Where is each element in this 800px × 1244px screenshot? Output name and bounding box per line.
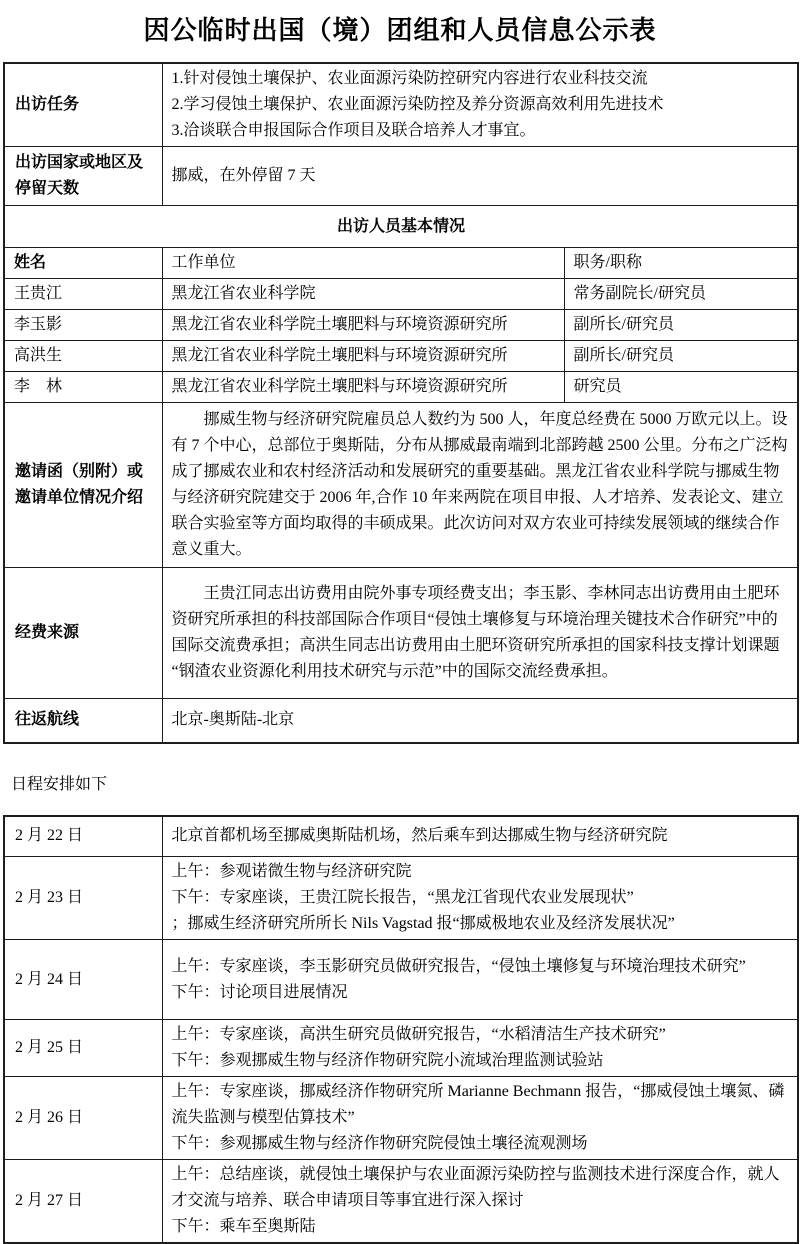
funding-label: 经费来源 — [4, 568, 162, 699]
schedule-line: ；挪威生经济研究所所长 Nils Vagstad 报“挪威极地农业及经济发展状况” — [172, 911, 789, 937]
person-unit: 黑龙江省农业科学院土壤肥料与环境资源研究所 — [162, 341, 564, 372]
personnel-section-title: 出访人员基本情况 — [4, 206, 798, 248]
schedule-date: 2 月 25 日 — [4, 1020, 162, 1077]
table-row-funding — [4, 568, 798, 699]
schedule-date: 2 月 23 日 — [4, 857, 162, 940]
schedule-line: 下午：讨论项目进展情况 — [172, 980, 789, 1006]
person-title: 副所长/研究员 — [564, 310, 798, 341]
table-row-tasks — [4, 63, 798, 147]
personnel-header-title: 职务/职称 — [564, 248, 798, 279]
schedule-date: 2 月 27 日 — [4, 1160, 162, 1244]
schedule-line: 上午：专家座谈，高洪生研究员做研究报告，“水稻清洁生产技术研究” — [172, 1022, 789, 1048]
invitation-text: 挪威生物与经济研究院雇员总人数约为 500 人，年度总经费在 5000 万欧元以上。设有 7 个中心，总部位于奥斯陆，分布从挪威最南端到北部跨越 2500 公里。分布之广泛构成了挪威农业和农村经济活动和发展研究的重要基础。黑龙江省农业科学院与挪威生物与经济研究院建交于 2006 年,合作 10 年来两院在项目申报、人才培养、发表论文、建立联合实验室等方面均取得的丰硕成果。此次访问对双方农业可持续发展领域的继续合作意义重大。 — [172, 407, 789, 563]
schedule-date: 2 月 22 日 — [4, 816, 162, 857]
schedule-row — [4, 816, 798, 857]
person-unit: 黑龙江省农业科学院土壤肥料与环境资源研究所 — [162, 310, 564, 341]
task-item: 2.学习侵蚀土壤保护、农业面源污染防控及养分资源高效利用先进技术 — [172, 92, 789, 118]
schedule-line: 上午：参观诺微生物与经济研究院 — [172, 859, 789, 885]
schedule-row — [4, 1077, 798, 1160]
task-item: 1.针对侵蚀土壤保护、农业面源污染防控研究内容进行农业科技交流 — [172, 66, 789, 92]
person-name: 高洪生 — [4, 341, 162, 372]
schedule-line: 上午：总结座谈，就侵蚀土壤保护与农业面源污染防控与监测技术进行深度合作，就人才交流与培养、联合申请项目等事宜进行深入探讨 — [172, 1162, 789, 1214]
schedule-activities — [162, 1160, 798, 1244]
schedule-line: 下午：乘车至奥斯陆 — [172, 1214, 789, 1240]
schedule-row — [4, 1020, 798, 1077]
page-title: 因公临时出国（境）团组和人员信息公示表 — [3, 10, 797, 47]
tasks-cell — [162, 63, 798, 147]
schedule-row — [4, 1160, 798, 1244]
schedule-activities — [162, 857, 798, 940]
funding-cell — [162, 568, 798, 699]
table-row-section-header — [4, 206, 798, 248]
task-item: 3.洽谈联合申报国际合作项目及联合培养人才事宜。 — [172, 118, 789, 144]
route-value: 北京-奥斯陆-北京 — [162, 699, 798, 743]
funding-text: 王贵江同志出访费用由院外事专项经费支出；李玉影、李林同志出访费用由土肥环资研究所承担的科技部国际合作项目“侵蚀土壤修复与环境治理关键技术合作研究”中的国际交流费承担；高洪生同志出访费用由土肥环资研究所承担的国家科技支撑计划课题“钢渣农业资源化利用技术研究与示范”中的国际交流经费承担。 — [172, 581, 789, 685]
person-title: 常务副院长/研究员 — [564, 279, 798, 310]
schedule-activities — [162, 1020, 798, 1077]
person-unit: 黑龙江省农业科学院 — [162, 279, 564, 310]
schedule-date: 2 月 26 日 — [4, 1077, 162, 1160]
route-label: 往返航线 — [4, 699, 162, 743]
schedule-line: 下午：参观挪威生物与经济作物研究院侵蚀土壤径流观测场 — [172, 1131, 789, 1157]
schedule-line: 上午：专家座谈，挪威经济作物研究所 Marianne Bechmann 报告，“挪威侵蚀土壤氮、磷流失监测与模型估算技术” — [172, 1079, 789, 1131]
person-name: 王贵江 — [4, 279, 162, 310]
table-row-route — [4, 699, 798, 743]
invitation-cell — [162, 403, 798, 568]
tasks-label: 出访任务 — [4, 63, 162, 147]
schedule-activities — [162, 940, 798, 1020]
schedule-line: 下午：专家座谈，王贵江院长报告，“黑龙江省现代农业发展现状” — [172, 885, 789, 911]
personnel-header-row — [4, 248, 798, 279]
document-page — [0, 10, 800, 1217]
schedule-line: 下午：参观挪威生物与经济作物研究院小流域治理监测试验站 — [172, 1048, 789, 1074]
personnel-header-name: 姓名 — [4, 248, 162, 279]
schedule-line: 北京首都机场至挪威奥斯陆机场，然后乘车到达挪威生物与经济研究院 — [172, 823, 789, 849]
schedule-note: 日程安排如下 — [11, 772, 797, 798]
personnel-row — [4, 310, 798, 341]
personnel-row — [4, 372, 798, 403]
schedule-line: 上午：专家座谈，李玉影研究员做研究报告，“侵蚀土壤修复与环境治理技术研究” — [172, 954, 789, 980]
country-value: 挪威，在外停留 7 天 — [162, 147, 798, 206]
schedule-row — [4, 857, 798, 940]
table-row-invitation — [4, 403, 798, 568]
person-name: 李玉影 — [4, 310, 162, 341]
schedule-row — [4, 940, 798, 1020]
invitation-label: 邀请函（别附）或邀请单位情况介绍 — [4, 403, 162, 568]
personnel-row — [4, 279, 798, 310]
personnel-header-unit: 工作单位 — [162, 248, 564, 279]
schedule-date: 2 月 24 日 — [4, 940, 162, 1020]
info-table — [3, 62, 799, 744]
schedule-table — [3, 815, 799, 1244]
person-title: 研究员 — [564, 372, 798, 403]
schedule-activities — [162, 1077, 798, 1160]
person-name: 李 林 — [4, 372, 162, 403]
table-row-country — [4, 147, 798, 206]
person-title: 副所长/研究员 — [564, 341, 798, 372]
personnel-row — [4, 341, 798, 372]
schedule-activities — [162, 816, 798, 857]
country-label: 出访国家或地区及停留天数 — [4, 147, 162, 206]
person-unit: 黑龙江省农业科学院土壤肥料与环境资源研究所 — [162, 372, 564, 403]
